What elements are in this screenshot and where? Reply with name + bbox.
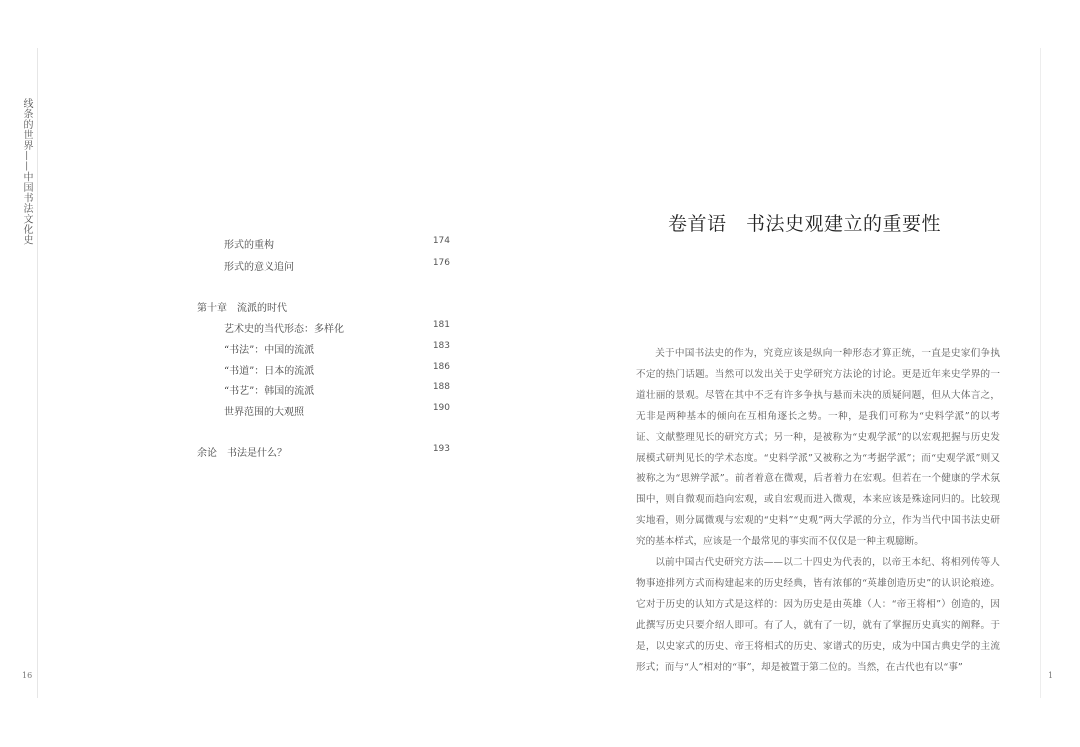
toc-chapter-heading xyxy=(197,444,450,460)
toc-entry-page: 190 xyxy=(432,403,450,413)
toc-entry-page: 193 xyxy=(432,444,450,454)
toc-entry-page: 188 xyxy=(432,382,450,392)
toc-entry xyxy=(197,320,450,336)
toc-entry-label: 艺术史的当代形态：多样化 xyxy=(224,324,344,335)
toc-entry xyxy=(197,258,450,274)
body-text xyxy=(636,344,1000,679)
toc-entry-label: “书道”：日本的流派 xyxy=(224,366,315,377)
page-number-right: 1 xyxy=(1048,671,1054,680)
toc-entry-page: 186 xyxy=(432,362,450,372)
toc-entry-page: 181 xyxy=(432,320,450,330)
toc-entry-label: 第十章 流派的时代 xyxy=(197,303,287,314)
toc-entry-label: “书法”：中国的流派 xyxy=(224,345,315,356)
toc-entry-label: 世界范围的大观照 xyxy=(224,407,304,418)
toc-entry-label: 形式的重构 xyxy=(224,240,274,251)
page-edge xyxy=(1040,48,1041,698)
toc-chapter-heading xyxy=(197,299,450,315)
toc-entry xyxy=(197,382,450,398)
toc-entry-label: 余论 书法是什么？ xyxy=(197,448,287,459)
toc-entry xyxy=(197,341,450,357)
toc-entry-page: 183 xyxy=(432,341,450,351)
toc-entry-label: “书艺”：韩国的流派 xyxy=(224,386,315,397)
toc-entry xyxy=(197,362,450,378)
toc-entry-page: 174 xyxy=(432,236,450,246)
paragraph: 关于中国书法史的作为，究竟应该是纵向一种形态才算正统，一直是史家们争执不定的热门话题。当然可以发出关于史学研究方法论的讨论。更是近年来史学界的一道壮丽的景观。尽管在其中不乏有许多争执与悬而未决的质疑问题，但从大体言之，无非是两种基本的倾向在互相角逐长之势。一种，是我们可称为“史料学派”的以考证、文献整理见长的研究方式；另一种，是被称为“史观学派”的以宏观把握与历史发展模式研判见长的学术态度。“史料学派”又被称之为“考据学派”；而“史观学派”则又被称之为“思辨学派”。前者着意在微观，后者着力在宏观。但若在一个健康的学术氛围中，则自微观而趋向宏观，或自宏观而进入微观，本来应该是殊途同归的。比较现实地看，则分属微观与宏观的“史料”“史观”两大学派的分立，作为当代中国书法史研究的基本样式，应该是一个最常见的事实而不仅仅是一种主观臆断。 xyxy=(636,348,1000,548)
page-number-left: 16 xyxy=(22,671,33,680)
toc-entry xyxy=(197,236,450,252)
paragraph: 以前中国古代史研究方法——以二十四史为代表的，以帝王本纪、将相列传等人物事迹排列方式而构建起来的历史经典，皆有浓郁的“英雄创造历史”的认识论痕迹。它对于历史的认知方式是这样的：因为历史是由英雄（人：“帝王将相”）创造的，因此撰写历史只要介绍人即可。有了人，就有了一切，就有了掌握历史真实的阐释。于是，以史家式的历史、帝王将相式的历史、家谱式的历史，成为中国古典史学的主流形式；而与“人”相对的“事”，却是被置于第二位的。当然，在古代也有以“事” xyxy=(636,557,1000,673)
toc-entry xyxy=(197,403,450,419)
toc-entry-page: 176 xyxy=(432,258,450,268)
chapter-title: 卷首语 书法史观建立的重要性 xyxy=(668,213,942,235)
running-head: 线条的世界——中国书法文化史 xyxy=(21,98,32,245)
toc-entry-label: 形式的意义追问 xyxy=(224,262,294,273)
